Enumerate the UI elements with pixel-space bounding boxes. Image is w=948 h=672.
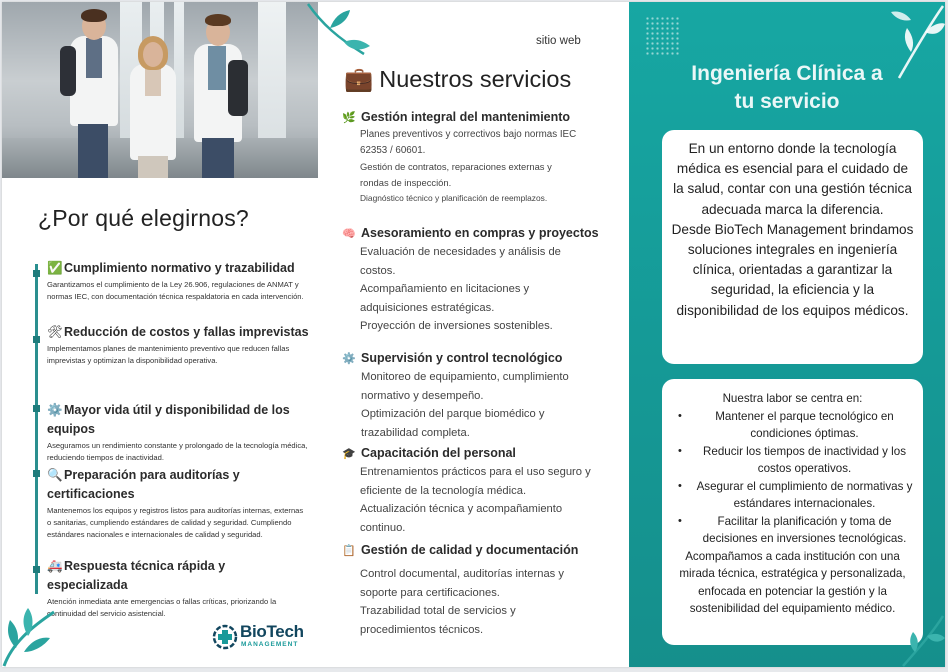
reason-item xyxy=(47,557,309,620)
website-label[interactable]: sitio web xyxy=(536,35,581,47)
gear-icon: ⚙️ xyxy=(342,353,356,365)
focus-intro: Nuestra labor se centra en: xyxy=(722,392,863,405)
service-line: procedimientos técnicos. xyxy=(360,623,484,636)
intro-paragraph: En un entorno donde la tecnología médica es esencial para el cuidado de la salud, contar con una gestión técnica adecuada marca la diferencia. xyxy=(673,141,912,217)
ambulance-icon: 🚑 xyxy=(47,559,63,573)
tools-icon: 🛠 xyxy=(47,325,63,339)
focus-list-item: • Asegurar el cumplimiento de normativas y estándares internacionales. xyxy=(668,478,917,513)
timeline-dot xyxy=(33,336,40,343)
service-line: Proyección de inversiones sostenibles. xyxy=(360,320,553,333)
service-line: normativo y desempeño. xyxy=(361,389,484,402)
service-line: Planes preventivos y correctivos bajo normas IEC xyxy=(360,129,577,140)
gear-icon: ⚙️ xyxy=(47,403,63,417)
reason-desc: Implementamos planes de mantenimiento preventivo que reducen fallas imprevistas y optimizan la disponibilidad operativa. xyxy=(47,344,290,365)
service-line: Diagnóstico técnico y planificación de reemplazos. xyxy=(360,193,548,203)
service-title: Gestión de calidad y documentación xyxy=(361,543,579,557)
service-line: adquisiciones estratégicas. xyxy=(360,301,495,314)
brochure-sheet xyxy=(2,2,945,667)
service-item xyxy=(342,349,624,442)
service-line: Trazabilidad total de servicios y xyxy=(360,605,516,618)
service-line: 62353 / 60601. xyxy=(360,145,426,156)
leaf-decoration-icon xyxy=(304,2,374,62)
service-line: soporte para certificaciones. xyxy=(360,586,500,599)
service-line: Control documental, auditorías internas y xyxy=(360,568,564,580)
logo-cross-icon xyxy=(212,624,238,650)
focus-list-item: • Mantener el parque tecnológico en condiciones óptimas. xyxy=(668,408,917,443)
service-line: Monitoreo de equipamiento, cumplimiento xyxy=(361,371,569,383)
logo-subtitle: MANAGEMENT xyxy=(241,641,299,648)
reason-title: Mayor vida útil y disponibilidad de los equipos xyxy=(47,403,290,436)
clipboard-icon: 📋 xyxy=(342,545,356,557)
service-title: Gestión integral del mantenimiento xyxy=(361,110,571,124)
why-us-title: ¿Por qué elegirnos? xyxy=(38,205,249,231)
service-title: Supervisión y control tecnológico xyxy=(361,351,563,365)
panel-clinical-engineering xyxy=(629,2,945,667)
service-title: Asesoramiento en compras y proyectos xyxy=(361,226,599,240)
service-line: continuo. xyxy=(360,521,406,534)
reason-item xyxy=(47,401,309,464)
focus-outro: Acompañamos a cada institución con una mirada técnica, estratégica y personalizada, enfocada en potenciar la gestión y la sostenibilidad del equipamiento médico. xyxy=(679,549,906,615)
service-line: Gestión de contratos, reparaciones externas y xyxy=(360,161,552,172)
brain-icon: 🧠 xyxy=(342,228,356,240)
service-item xyxy=(342,224,624,336)
service-title: Capacitación del personal xyxy=(361,446,516,460)
service-line: costos. xyxy=(360,264,396,277)
magnifier-icon: 🔍 xyxy=(47,468,63,482)
timeline-dot xyxy=(33,566,40,573)
logo-name: BioTech xyxy=(240,622,304,641)
graduation-cap-icon: 🎓 xyxy=(342,448,356,460)
focus-list-item: • Facilitar la planificación y toma de decisiones en inversiones tecnológicas. xyxy=(668,513,917,548)
timeline-dot xyxy=(33,405,40,412)
service-item xyxy=(342,108,624,206)
service-line: trazabilidad completa. xyxy=(361,426,470,439)
timeline-dot xyxy=(33,470,40,477)
check-icon: ✅ xyxy=(47,261,63,275)
hero-photo-students xyxy=(2,2,318,178)
intro-paragraph: Desde BioTech Management brindamos soluciones integrales en ingeniería clínica, orientadas a garantizar la seguridad, la eficiencia y la disponibilidad de los equipos médicos. xyxy=(671,221,914,318)
focus-list-item: • Reducir los tiempos de inactividad y los costos operativos. xyxy=(668,443,917,478)
briefcase-icon: 💼 xyxy=(344,66,374,92)
reason-desc: Garantizamos el cumplimiento de la Ley 26.906, regulaciones de ANMAT y normas IEC, con documentación técnica respaldatoria en cada intervención. xyxy=(47,280,304,301)
reason-title: Respuesta técnica rápida y especializada xyxy=(47,559,226,592)
focus-list xyxy=(668,408,917,548)
service-line: Actualización técnica y acompañamiento xyxy=(360,503,563,516)
reason-item xyxy=(47,466,309,541)
clinical-engineering-title: Ingeniería Clínica a tu servicio xyxy=(691,62,883,113)
reason-title: Cumplimiento normativo y trazabilidad xyxy=(64,261,295,275)
leaf-decoration-icon xyxy=(897,612,945,667)
reason-item xyxy=(47,259,309,303)
service-line: Acompañamiento en licitaciones y xyxy=(360,283,530,296)
panel-services xyxy=(318,2,629,667)
service-line: Optimización del parque biomédico y xyxy=(361,408,545,421)
services-title: 💼 Nuestros servicios xyxy=(344,66,572,92)
focus-card xyxy=(662,379,923,645)
reason-title: Preparación para auditorías y certificaciones xyxy=(47,468,240,501)
service-line: Entrenamientos prácticos para el uso seguro y xyxy=(360,466,591,478)
service-line: rondas de inspección. xyxy=(360,177,452,188)
timeline-line xyxy=(35,264,38,594)
panel-why-us xyxy=(2,2,318,667)
reason-title: Reducción de costos y fallas imprevistas xyxy=(64,325,309,339)
leaf-decoration-icon xyxy=(2,600,62,667)
service-item xyxy=(342,444,624,537)
biotech-logo xyxy=(212,622,312,654)
reason-item xyxy=(47,323,309,367)
service-item xyxy=(342,541,624,639)
service-line: eficiente de la tecnología médica. xyxy=(360,484,527,497)
reason-desc: Aseguramos un rendimiento constante y prolongado de la tecnología médica, reduciendo tiempos de inactividad. xyxy=(47,441,308,462)
timeline-dot xyxy=(33,270,40,277)
reason-desc: Atención inmediata ante emergencias o fallas críticas, priorizando la continuidad del servicio asistencial. xyxy=(47,597,277,618)
dots-pattern xyxy=(645,16,681,56)
leaf-icon: 🌿 xyxy=(342,112,356,124)
reason-desc: Mantenemos los equipos y registros listos para auditorías internas, externas o sanitarias, cumpliendo estándares de calidad y seguridad. Cumpliendo estándares nacionales e internacionales de calidad y seguridad. xyxy=(47,506,304,539)
service-line: Evaluación de necesidades y análisis de xyxy=(360,246,561,258)
intro-card xyxy=(662,130,923,364)
